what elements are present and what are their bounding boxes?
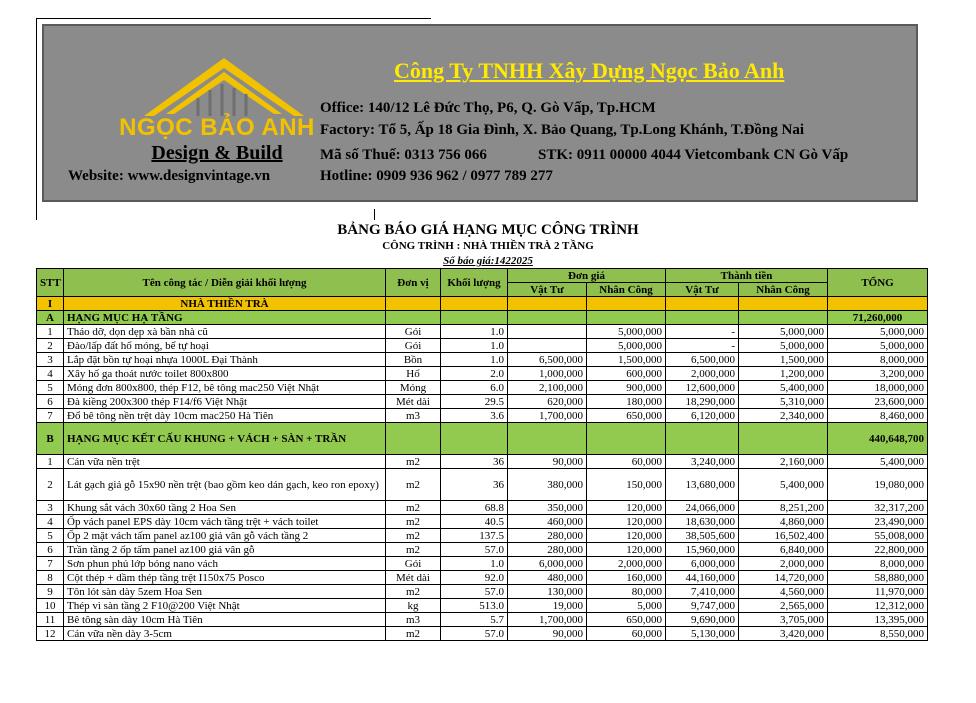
- cell-lab: 1,500,000: [587, 353, 666, 367]
- header-labor: Nhân Công: [587, 283, 666, 297]
- cell-unit: m2: [386, 529, 441, 543]
- cell-total: 8,000,000: [828, 353, 928, 367]
- table-row: [37, 529, 928, 543]
- cell-qty: 36: [441, 469, 508, 501]
- text-cursor: [374, 209, 375, 220]
- cell-stt: 7: [37, 409, 64, 423]
- cell-qty: 1.0: [441, 557, 508, 571]
- table-row: [37, 339, 928, 353]
- cell-stt: 1: [37, 455, 64, 469]
- group-a-total: 71,260,000: [828, 311, 928, 325]
- cell-alab: 4,560,000: [739, 585, 828, 599]
- cell-lab: 650,000: [587, 409, 666, 423]
- cell-stt: 1: [37, 325, 64, 339]
- header-stt: STT: [37, 269, 64, 297]
- header-name: Tên công tác / Diễn giải khối lượng: [64, 269, 386, 297]
- cell-stt: 2: [37, 339, 64, 353]
- cell-total: 22,800,000: [828, 543, 928, 557]
- group-b-stt: B: [37, 423, 64, 455]
- cell-qty: 57.0: [441, 585, 508, 599]
- cell-unit: Gói: [386, 557, 441, 571]
- cell-qty: 3.6: [441, 409, 508, 423]
- cell-qty: 68.8: [441, 501, 508, 515]
- group-a-name: HẠNG MỤC HẠ TẦNG: [64, 311, 386, 325]
- cell-unit: Gói: [386, 339, 441, 353]
- table-row: [37, 515, 928, 529]
- cell-mat: [508, 339, 587, 353]
- cell-name: Bê tông sàn dày 10cm Hà Tiên: [64, 613, 386, 627]
- cell-amat: 9,747,000: [666, 599, 739, 613]
- cell-total: 8,000,000: [828, 557, 928, 571]
- cell-amat: 6,500,000: [666, 353, 739, 367]
- cell-alab: 14,720,000: [739, 571, 828, 585]
- cell-stt: 7: [37, 557, 64, 571]
- cell-stt: 11: [37, 613, 64, 627]
- tagline: Design & Build: [151, 142, 283, 164]
- cell-lab: 600,000: [587, 367, 666, 381]
- cell-alab: 5,310,000: [739, 395, 828, 409]
- cell-total: 5,000,000: [828, 325, 928, 339]
- cell-amat: 3,240,000: [666, 455, 739, 469]
- table-row: [37, 571, 928, 585]
- document-title: BẢNG BÁO GIÁ HẠNG MỤC CÔNG TRÌNH: [337, 222, 639, 238]
- cell-amat: 9,690,000: [666, 613, 739, 627]
- cell-unit: m2: [386, 543, 441, 557]
- factory-address: Factory: Tổ 5, Ấp 18 Gia Đình, X. Bảo Quang, Tp.Long Khánh, T.Đồng Nai: [320, 122, 804, 138]
- group-row-a: [37, 311, 928, 325]
- cell-unit: Bồn: [386, 353, 441, 367]
- cell-name: Ốp vách panel EPS dày 10cm vách tầng trệt + vách toilet: [64, 515, 386, 529]
- group-row-b: [37, 423, 928, 455]
- cell-qty: 1.0: [441, 325, 508, 339]
- cell-stt: 9: [37, 585, 64, 599]
- cell-amat: 13,680,000: [666, 469, 739, 501]
- cell-amat: 38,505,600: [666, 529, 739, 543]
- cell-lab: 160,000: [587, 571, 666, 585]
- group-a-stt: A: [37, 311, 64, 325]
- cell-stt: 5: [37, 529, 64, 543]
- cell-mat: 130,000: [508, 585, 587, 599]
- cell-total: 18,000,000: [828, 381, 928, 395]
- cell-alab: 5,400,000: [739, 469, 828, 501]
- cell-total: 11,970,000: [828, 585, 928, 599]
- cell-unit: m2: [386, 515, 441, 529]
- cell-lab: 120,000: [587, 529, 666, 543]
- cell-total: 19,080,000: [828, 469, 928, 501]
- quote-table: [36, 268, 928, 641]
- table-row: [37, 325, 928, 339]
- header-qty: Khối lượng: [441, 269, 508, 297]
- cell-amat: -: [666, 325, 739, 339]
- cell-alab: 16,502,400: [739, 529, 828, 543]
- cell-stt: 8: [37, 571, 64, 585]
- cell-name: Lắp đặt bồn tự hoại nhựa 1000L Đại Thành: [64, 353, 386, 367]
- table-row: [37, 367, 928, 381]
- cell-amat: -: [666, 339, 739, 353]
- cell-total: 23,600,000: [828, 395, 928, 409]
- cell-unit: m2: [386, 501, 441, 515]
- cell-mat: 280,000: [508, 543, 587, 557]
- table-row: [37, 469, 928, 501]
- cell-total: 58,880,000: [828, 571, 928, 585]
- cell-mat: 6,500,000: [508, 353, 587, 367]
- cell-stt: 3: [37, 501, 64, 515]
- tax-code: Mã số Thuế: 0313 756 066: [320, 147, 487, 163]
- cell-stt: 4: [37, 515, 64, 529]
- cell-unit: Móng: [386, 381, 441, 395]
- cell-total: 8,460,000: [828, 409, 928, 423]
- cell-unit: Hố: [386, 367, 441, 381]
- cell-lab: 5,000: [587, 599, 666, 613]
- cell-mat: 620,000: [508, 395, 587, 409]
- cell-amat: 24,066,000: [666, 501, 739, 515]
- table-row: [37, 353, 928, 367]
- logo-text: NGỌC BẢO ANH: [119, 114, 315, 141]
- table-row: [37, 557, 928, 571]
- cell-name: Đổ bê tông nền trệt dày 10cm mac250 Hà Tiên: [64, 409, 386, 423]
- bank-account: STK: 0911 00000 4044 Vietcombank CN Gò Vấp: [538, 147, 849, 163]
- cell-unit: Gói: [386, 325, 441, 339]
- cell-alab: 5,000,000: [739, 325, 828, 339]
- cell-lab: 5,000,000: [587, 339, 666, 353]
- cell-lab: 650,000: [587, 613, 666, 627]
- project-name: CÔNG TRÌNH : NHÀ THIỀN TRÀ 2 TẦNG: [382, 240, 594, 252]
- cell-amat: 18,630,000: [666, 515, 739, 529]
- section-stt: I: [37, 297, 64, 311]
- cell-total: 13,395,000: [828, 613, 928, 627]
- cell-name: Xây hố ga thoát nước toilet 800x800: [64, 367, 386, 381]
- cell-mat: 1,700,000: [508, 613, 587, 627]
- table-row: [37, 455, 928, 469]
- website-text: Website: www.designvintage.vn: [68, 168, 271, 184]
- cell-mat: 350,000: [508, 501, 587, 515]
- cell-mat: 280,000: [508, 529, 587, 543]
- table-row: [37, 395, 928, 409]
- cell-name: Lát gạch giả gỗ 15x90 nền trệt (bao gồm keo dán gạch, keo ron epoxy): [64, 469, 386, 501]
- cell-unit: m3: [386, 409, 441, 423]
- cell-qty: 2.0: [441, 367, 508, 381]
- hotline: Hotline: 0909 936 962 / 0977 789 277: [320, 168, 553, 184]
- cell-qty: 40.5: [441, 515, 508, 529]
- header-material: Vật Tư: [508, 283, 587, 297]
- cell-name: Thép vì sàn tầng 2 F10@200 Việt Nhật: [64, 599, 386, 613]
- group-b-name: HẠNG MỤC KẾT CẤU KHUNG + VÁCH + SÀN + TRẦN: [64, 423, 386, 455]
- cell-stt: 10: [37, 599, 64, 613]
- cell-alab: 3,705,000: [739, 613, 828, 627]
- cell-mat: 480,000: [508, 571, 587, 585]
- cell-amat: 5,130,000: [666, 627, 739, 641]
- cell-alab: 5,000,000: [739, 339, 828, 353]
- top-border-line: [36, 18, 431, 19]
- cell-amat: 2,000,000: [666, 367, 739, 381]
- cell-alab: 2,340,000: [739, 409, 828, 423]
- cell-qty: 92.0: [441, 571, 508, 585]
- cell-unit: m2: [386, 455, 441, 469]
- cell-unit: m2: [386, 585, 441, 599]
- company-banner: [42, 24, 918, 202]
- cell-name: Móng đơn 800x800, thép F12, bê tông mac250 Việt Nhật: [64, 381, 386, 395]
- cell-lab: 60,000: [587, 627, 666, 641]
- header-material-amount: Vật Tư: [666, 283, 739, 297]
- group-b-total: 440,648,700: [828, 423, 928, 455]
- cell-mat: 1,000,000: [508, 367, 587, 381]
- cell-mat: 90,000: [508, 627, 587, 641]
- cell-name: Sơn phun phủ lớp bóng nano vách: [64, 557, 386, 571]
- cell-qty: 137.5: [441, 529, 508, 543]
- header-unit-price: Đơn giá: [508, 269, 666, 283]
- cell-amat: 44,160,000: [666, 571, 739, 585]
- cell-amat: 6,000,000: [666, 557, 739, 571]
- cell-total: 12,312,000: [828, 599, 928, 613]
- company-name: Công Ty TNHH Xây Dựng Ngọc Bảo Anh: [394, 58, 785, 83]
- cell-amat: 7,410,000: [666, 585, 739, 599]
- cell-lab: 900,000: [587, 381, 666, 395]
- cell-lab: 5,000,000: [587, 325, 666, 339]
- section-name: NHÀ THIỀN TRÀ: [64, 297, 386, 311]
- cell-mat: 380,000: [508, 469, 587, 501]
- cell-name: Cột thép + dầm thép tầng trệt I150x75 Posco: [64, 571, 386, 585]
- cell-lab: 120,000: [587, 515, 666, 529]
- cell-unit: Mét dài: [386, 571, 441, 585]
- cell-alab: 4,860,000: [739, 515, 828, 529]
- cell-alab: 6,840,000: [739, 543, 828, 557]
- header-amount: Thành tiền: [666, 269, 828, 283]
- cell-mat: [508, 325, 587, 339]
- cell-total: 23,490,000: [828, 515, 928, 529]
- cell-qty: 1.0: [441, 353, 508, 367]
- cell-stt: 5: [37, 381, 64, 395]
- table-row: [37, 409, 928, 423]
- quote-number: Số báo giá:1422025: [443, 255, 533, 267]
- office-address: Office: 140/12 Lê Đức Thọ, P6, Q. Gò Vấp, Tp.HCM: [320, 100, 656, 116]
- cell-stt: 12: [37, 627, 64, 641]
- cell-qty: 6.0: [441, 381, 508, 395]
- cell-alab: 1,500,000: [739, 353, 828, 367]
- cell-alab: 2,000,000: [739, 557, 828, 571]
- cell-lab: 120,000: [587, 543, 666, 557]
- table-row: [37, 599, 928, 613]
- cell-name: Khung sắt vách 30x60 tầng 2 Hoa Sen: [64, 501, 386, 515]
- cell-name: Đào/lấp đất hố móng, bể tự hoại: [64, 339, 386, 353]
- cell-amat: 6,120,000: [666, 409, 739, 423]
- cell-total: 8,550,000: [828, 627, 928, 641]
- cell-name: Trần tầng 2 ốp tấm panel az100 giả vân gỗ: [64, 543, 386, 557]
- cell-lab: 150,000: [587, 469, 666, 501]
- cell-mat: 6,000,000: [508, 557, 587, 571]
- cell-total: 32,317,200: [828, 501, 928, 515]
- cell-total: 55,008,000: [828, 529, 928, 543]
- table-row: [37, 627, 928, 641]
- cell-mat: 19,000: [508, 599, 587, 613]
- cell-name: Ốp 2 mặt vách tấm panel az100 giả vân gỗ vách tầng 2: [64, 529, 386, 543]
- cell-lab: 180,000: [587, 395, 666, 409]
- cell-unit: Mét dài: [386, 395, 441, 409]
- cell-lab: 60,000: [587, 455, 666, 469]
- section-row: [37, 297, 928, 311]
- cell-amat: 15,960,000: [666, 543, 739, 557]
- cell-qty: 36: [441, 455, 508, 469]
- cell-lab: 120,000: [587, 501, 666, 515]
- cell-name: Cán vữa nền trệt: [64, 455, 386, 469]
- cell-unit: m2: [386, 627, 441, 641]
- cell-qty: 1.0: [441, 339, 508, 353]
- cell-alab: 3,420,000: [739, 627, 828, 641]
- cell-name: Đà kiềng 200x300 thép F14/f6 Việt Nhật: [64, 395, 386, 409]
- cell-unit: m3: [386, 613, 441, 627]
- cell-name: Cán vữa nền dày 3-5cm: [64, 627, 386, 641]
- cell-stt: 4: [37, 367, 64, 381]
- table-body: [37, 297, 928, 641]
- cell-mat: 1,700,000: [508, 409, 587, 423]
- cell-stt: 6: [37, 543, 64, 557]
- cell-name: Tháo dỡ, dọn dẹp xà bần nhà cũ: [64, 325, 386, 339]
- cell-stt: 3: [37, 353, 64, 367]
- cell-unit: kg: [386, 599, 441, 613]
- cell-stt: 6: [37, 395, 64, 409]
- left-border-line: [36, 18, 37, 220]
- cell-mat: 2,100,000: [508, 381, 587, 395]
- cell-total: 5,400,000: [828, 455, 928, 469]
- cell-amat: 12,600,000: [666, 381, 739, 395]
- cell-unit: m2: [386, 469, 441, 501]
- cell-mat: 90,000: [508, 455, 587, 469]
- cell-total: 3,200,000: [828, 367, 928, 381]
- header-unit: Đơn vị: [386, 269, 441, 297]
- cell-alab: 8,251,200: [739, 501, 828, 515]
- table-row: [37, 613, 928, 627]
- cell-lab: 2,000,000: [587, 557, 666, 571]
- cell-qty: 57.0: [441, 543, 508, 557]
- header-total: TỔNG: [828, 269, 928, 297]
- cell-mat: 460,000: [508, 515, 587, 529]
- cell-alab: 2,565,000: [739, 599, 828, 613]
- table-row: [37, 543, 928, 557]
- cell-alab: 1,200,000: [739, 367, 828, 381]
- header-labor-amount: Nhân Công: [739, 283, 828, 297]
- cell-qty: 29.5: [441, 395, 508, 409]
- cell-name: Tôn lót sàn dày 5zem Hoa Sen: [64, 585, 386, 599]
- cell-qty: 57.0: [441, 627, 508, 641]
- table-row: [37, 585, 928, 599]
- cell-stt: 2: [37, 469, 64, 501]
- table-row: [37, 501, 928, 515]
- cell-total: 5,000,000: [828, 339, 928, 353]
- cell-qty: 5.7: [441, 613, 508, 627]
- cell-alab: 2,160,000: [739, 455, 828, 469]
- cell-amat: 18,290,000: [666, 395, 739, 409]
- table-row: [37, 381, 928, 395]
- cell-qty: 513.0: [441, 599, 508, 613]
- cell-alab: 5,400,000: [739, 381, 828, 395]
- cell-lab: 80,000: [587, 585, 666, 599]
